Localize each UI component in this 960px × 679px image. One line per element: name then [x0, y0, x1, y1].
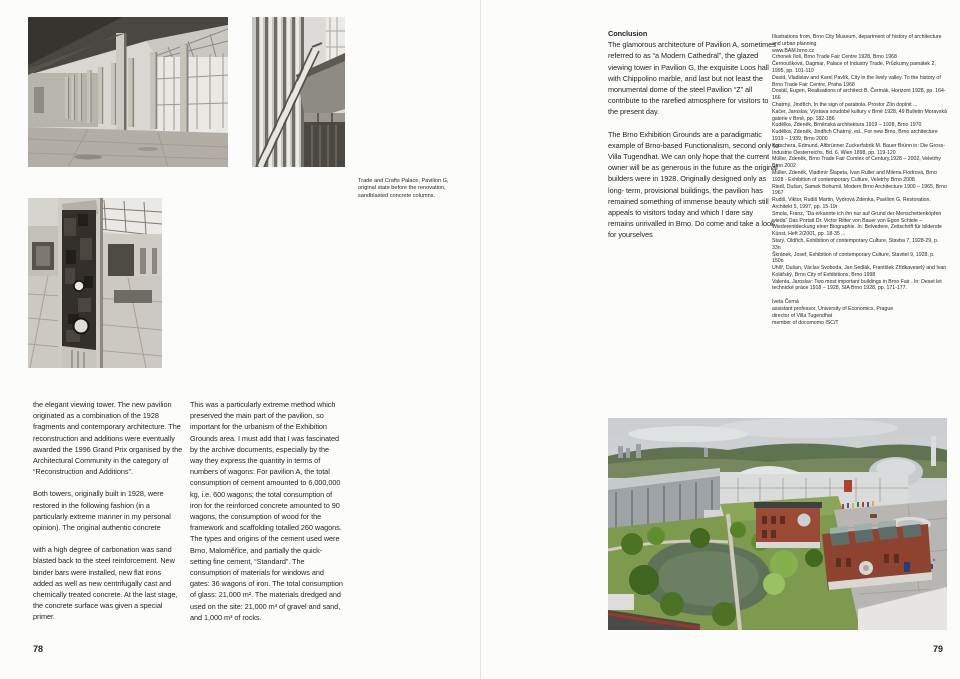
bibliography-entry: Kudělka, Zdeněk, Brněnská architektura 1919 – 1928, Brno 1970: [772, 122, 922, 129]
bibliography-entry: Müller, Zdeněk, Vladimír Šlapeta, Ivan Ruller and Milena Flodrová, Brno 1928 - Exhibition of contemporary Culture, Veletrhy Brno 2008: [772, 169, 937, 183]
paragraph: with a high degree of carbonation was sand blasted back to the steel reinforcement. New binder bars were installed, new flat irons added as well as new centrifugally cast and chemically treated concrete. At the last stage, the concrete surface was given a special primer.: [33, 545, 178, 622]
bibliography-entries: [772, 54, 947, 292]
author-line: director of Villa Tugendhat: [772, 312, 833, 319]
photo-caption: Trade and Crafts Palace, Pavilion G, original state before the renovation, sandblasted concrete columns.: [358, 178, 449, 199]
illustration-credit: Illustrations from, Brno City Museum, department of history of architecture and urban planning: [772, 34, 942, 47]
bibliography-column: [772, 34, 947, 326]
left-text-column-2: [190, 399, 343, 634]
bibliography-entry: David, Vladislav and Karel Pavlík, City in the lively valley. To the history of Brno Trade Fair Centre, Praha 1968: [772, 74, 941, 88]
page-number-right: 79: [933, 644, 944, 654]
page-gutter: [480, 0, 481, 679]
paragraph: This was a particularly extreme method which preserved the main part of the pavilion, so important for the urbanism of the Exhibition Grounds area. I must add that I was fascinated by the archive documents, especially by the way they express the quantity in terms of numbers of wagons: For pavilion A, the total consumption of cement amounted to 6,000,000 kg, i.e. 600 wagons; the total consumption of iron for the reinforced concrete amounted to 90 wagons, the consumption of wood for the framework and scaffolding totalled 260 wagons. The types and origins of the cement used were Brno, Maloměřice, and partially the quick-setting fine cement, “Standard”. The consumption of materials for windows and gates: 36 wagons of iron. The total consumption of glass: 21,000 m². The materials dredged and used on the site: 21,000 m³ of gravel and sand, and 1,000 m³ of rocks.: [190, 400, 343, 622]
paragraph: The glamorous architecture of Pavilion A, sometimes referred to as “a Modern Cathedral”, the glazed viewing tower in Pavilion G, the exquisite Loos hall with Chippolino marble, and last but not least the monumental dome of the steel Pavilion “Z” all contribute to the rarefied atmosphere for visitors to the present day.: [608, 40, 776, 117]
photo-tower-stair: [252, 17, 345, 167]
bibliography-entry: Crhonek Iloš, Brno Trade Fair Centre 1928, Brno 1968: [772, 54, 897, 61]
author-line: assistant professor, University of Economics, Prague: [772, 306, 894, 313]
author-line: Iveta Černá: [772, 299, 799, 306]
bibliography-entry: Smola, Franz, “Da erkannte ich ihn nur auf Grund der Menschettenköpfen wieda” Das Portait Dr. Victor Ritter von Bauer von Egon Schiele – Wiederentdeckung einer Biographie. In: Belvedere, Zeitschrift für bildende Künst, Heft 2/2001, pp. 18-35 ...: [772, 210, 942, 238]
conclusion-paragraphs: [608, 39, 780, 240]
author-line: member of docomomo ISC/T: [772, 319, 839, 326]
bam-url: www.BAM.brno.cz: [772, 47, 815, 54]
bibliography-entry: Valenta, Jaroslav: Two most important buildings in Brno Fair . In: Deset let technické práce 1918 – 1928, SIA Brno 1928, pp. 171-177.: [772, 278, 942, 292]
paragraph: the elegant viewing tower. The new pavilion originated as a combination of the 1928 fragments and contemporary architecture. The reconstruction and additions were eventually awarded the 1996 Grand Prix organised by the Architectural Community in the category of “Reconstruction and Additions”.: [33, 400, 183, 477]
bibliography-entry: Dostál, Eugen, Realisations of architect B. Čermák, Horizont 1928, pp. 164-166: [772, 88, 946, 102]
bibliography-entry: Kačer, Jaroslav, Výstava soudobé kultury v Brně 1928, 49 Bulletin Moravská galerie v Brně, pp. 182-186: [772, 108, 947, 122]
photo-hall-interior: [28, 17, 228, 167]
bibliography-entry: Starý, Oldřich, Exhibition of contemporary Culture, Stavba 7, 1928-29, p. 33n: [772, 237, 939, 251]
bibliography-entry: Černoušková, Dagmar, Palace of Industry Trade, Průzkumy památek 2, 1995, pp. 101-110: [772, 61, 936, 74]
conclusion-heading: Conclusion: [608, 29, 648, 38]
page-number-left: 78: [33, 644, 44, 654]
bibliography-entry: Kutschera, Edmund, Altbrünner Zuckerfabrik M. Bauer Brünn in: Die Gross-Industrie Oesterreichs, Bd. 6, Wien 1898, pp. 119-120: [772, 142, 945, 156]
conclusion-column: [608, 28, 780, 252]
bibliography-entry: Kudělka, Zdeněk, Jindřich Chatrný, ed., For new Brno, Brno architecture 1919 – 1939, Brno 2000: [772, 129, 938, 142]
bibliography-entry: Müller, Zdeněk, Brno Trade Fair Comlex of Century,1928 – 2002, Veletrhy Brno 2002: [772, 156, 941, 170]
photo-aerial-exhibition-grounds: [608, 418, 947, 630]
author-block: [772, 299, 947, 326]
photo-sandblasted-column: [28, 198, 162, 368]
bibliography-entry: Rudiš, Viktor, Rudiš Martin, Vydrová Zdenka, Pavilion G. Restoration, Architekt 5, 1997, pp. 15-19r: [772, 197, 931, 210]
bibliography-entry: Uhlíř, Dušan, Václav Svoboda, Jan Sedlák, František Zřídkaveselý and Ivan Kolářský, Brno City of Exhibitions, Brno 1998: [772, 265, 947, 278]
bibliography-entry: Chatrný, Jindřich, In the sign of parabola. Prostor Zlín doplnit ...: [772, 101, 918, 108]
bibliography-entry: Škránek, Josef, Exhibition of contemporary Culture, Stavitel 9, 1928, p. 150n: [772, 251, 935, 265]
left-text-column-1: [33, 399, 183, 634]
paragraph: Both towers, originally built in 1928, were restored in the following fashion (in a particularly extreme manner in my personal opinion). The original authentic concrete: [33, 489, 171, 533]
bibliography-entry: Riedl, Dušan, Samek Bohumil, Modern Brno Architecture 1900 – 1965, Brno 1967: [772, 183, 947, 197]
paragraph: The Brno Exhibition Grounds are a paradigmatic example of Brno-based Functionalism, second only to Villa Tugendhat. We can only hope that the current owner will be as generous in the future as the original builders were in 1928. Originally designed only as long- term, provisional buildings, the pavilion has remained something of immense beauty which still appeals to visitors today and which I dare say remains unrivalled in Brno. Do come and take a look for yourselves: [608, 129, 780, 240]
